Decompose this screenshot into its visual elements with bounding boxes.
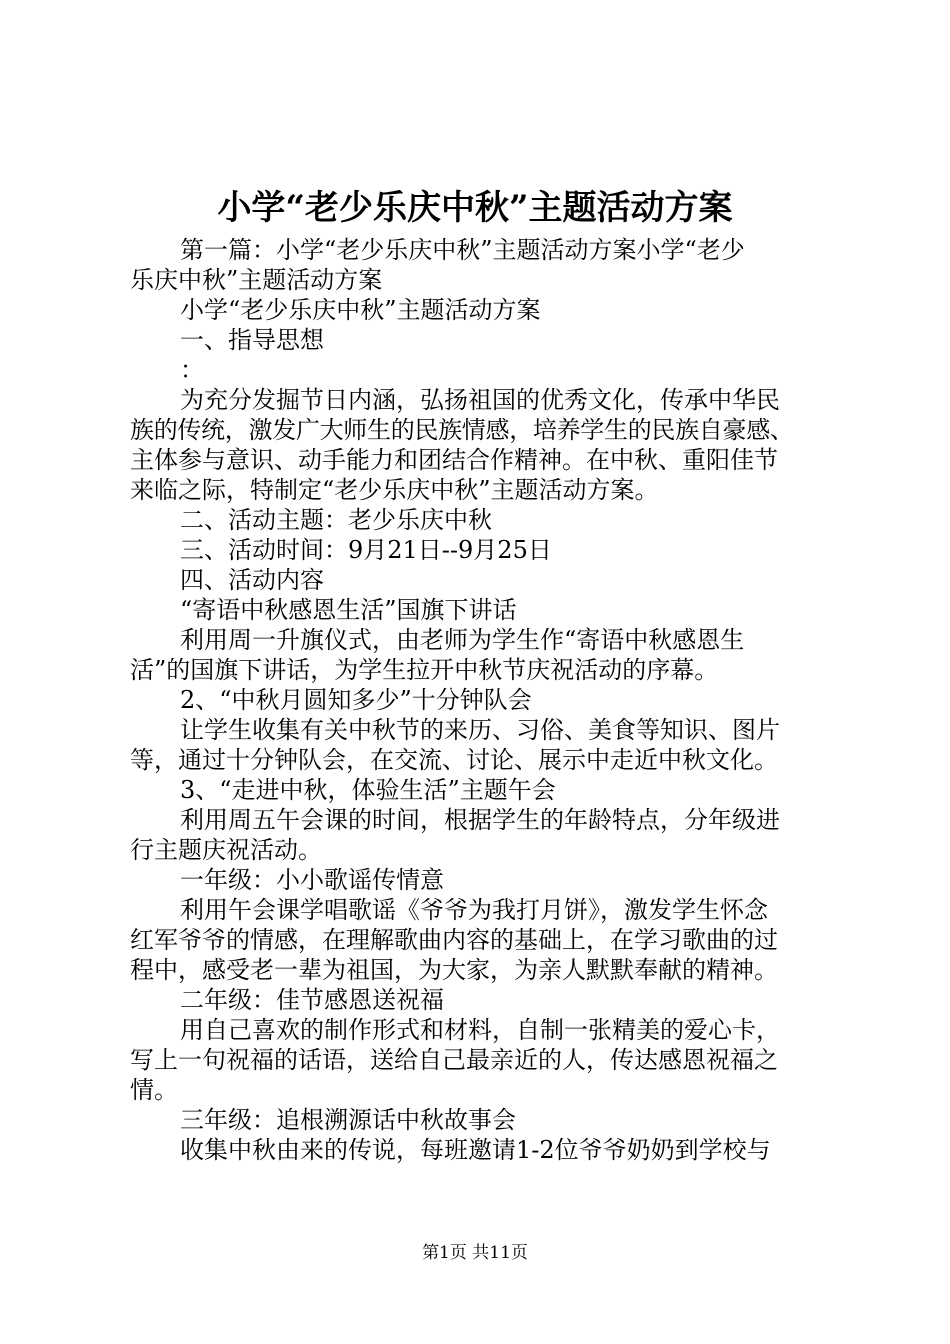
paragraph-line: 用自己喜欢的制作形式和材料，自制一张精美的爱心卡， <box>180 1016 780 1044</box>
subsection-heading: 3、“走进中秋，体验生活”主题午会 <box>180 776 556 804</box>
paragraph-line: 行主题庆祝活动。 <box>130 836 322 864</box>
paragraph-line: 收集中秋由来的传说，每班邀请1-2位爷爷奶奶到学校与 <box>180 1136 771 1164</box>
paragraph-line: 小学“老少乐庆中秋”主题活动方案 <box>180 296 541 324</box>
paragraph-line: 情。 <box>130 1076 178 1104</box>
paragraph-line: 利用周一升旗仪式，由老师为学生作“寄语中秋感恩生 <box>180 626 745 654</box>
paragraph-line: 利用周五午会课的时间，根据学生的年龄特点，分年级进 <box>180 806 780 834</box>
paragraph-line: 族的传统，激发广大师生的民族情感，培养学生的民族自豪感、 <box>130 416 794 444</box>
section-heading: 三、活动时间：9月21日--9月25日 <box>180 536 552 564</box>
paragraph-line: 程中，感受老一辈为祖国，为大家，为亲人默默奉献的精神。 <box>130 956 778 984</box>
section-heading: 二、活动主题：老少乐庆中秋 <box>180 506 492 534</box>
subsection-heading: 2、“中秋月圆知多少”十分钟队会 <box>180 686 532 714</box>
paragraph-line: 等，通过十分钟队会，在交流、讨论、展示中走近中秋文化。 <box>130 746 778 774</box>
paragraph-line: 写上一句祝福的话语，送给自己最亲近的人，传达感恩祝福之 <box>130 1046 778 1074</box>
paragraph-line: 让学生收集有关中秋节的来历、习俗、美食等知识、图片 <box>180 716 780 744</box>
section-heading: 四、活动内容 <box>180 566 324 594</box>
grade-heading: 二年级：佳节感恩送祝福 <box>180 986 444 1014</box>
paragraph-line: 主体参与意识、动手能力和团结合作精神。在中秋、重阳佳节 <box>130 446 778 474</box>
paragraph-line: ： <box>180 356 204 384</box>
paragraph-line: 利用午会课学唱歌谣《爷爷为我打月饼》，激发学生怀念 <box>180 896 768 924</box>
paragraph-line: 红军爷爷的情感，在理解歌曲内容的基础上，在学习歌曲的过 <box>130 926 778 954</box>
section-heading: 一、指导思想 <box>180 326 324 354</box>
document-title: 小学“老少乐庆中秋”主题活动方案 <box>217 188 733 228</box>
document-body <box>130 235 830 1165</box>
paragraph-line: 第一篇：小学“老少乐庆中秋”主题活动方案小学“老少 <box>180 236 745 264</box>
subsection-heading: “寄语中秋感恩生活”国旗下讲话 <box>180 596 517 624</box>
paragraph-line: 为充分发掘节日内涵，弘扬祖国的优秀文化，传承中华民 <box>180 386 780 414</box>
paragraph-line: 乐庆中秋”主题活动方案 <box>130 266 383 294</box>
paragraph-line: 活”的国旗下讲话，为学生拉开中秋节庆祝活动的序幕。 <box>130 656 719 684</box>
grade-heading: 一年级：小小歌谣传情意 <box>180 866 444 894</box>
grade-heading: 三年级：追根溯源话中秋故事会 <box>180 1106 516 1134</box>
page-footer: 第1页 共11页 <box>422 1243 528 1263</box>
paragraph-line: 来临之际，特制定“老少乐庆中秋”主题活动方案。 <box>130 476 659 504</box>
